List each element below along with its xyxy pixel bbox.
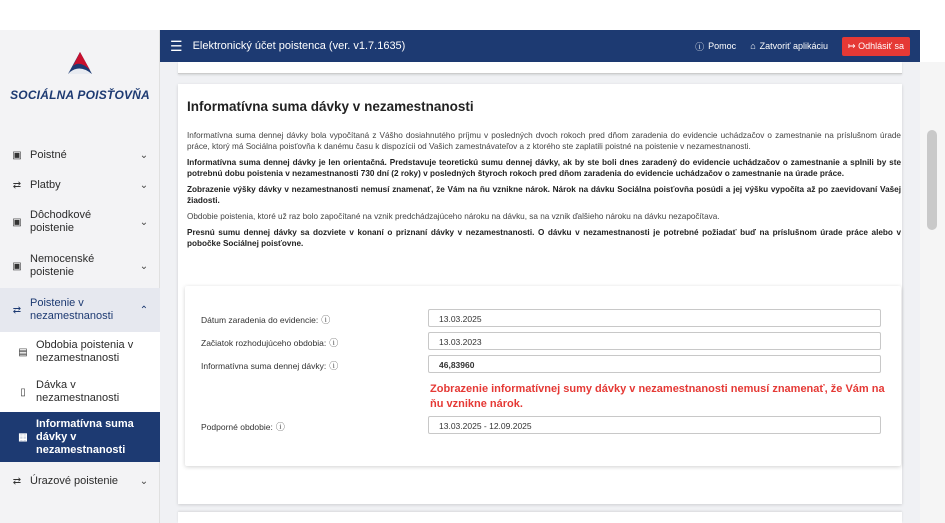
browser-top-strip (0, 0, 945, 30)
help-icon: ⓘ (695, 41, 705, 52)
logout-button[interactable]: ↦ Odhlásiť sa (842, 37, 910, 56)
swap-icon: ⇄ (12, 304, 22, 316)
calendar-icon: ▦ (18, 431, 28, 443)
document-icon: ▣ (12, 149, 22, 161)
sidebar-subitem-davka[interactable]: ▯ Dávka v nezamestnanosti (0, 372, 160, 412)
scrollbar-thumb[interactable] (927, 130, 937, 230)
next-card (178, 512, 902, 523)
paragraph: Informatívna suma dennej dávky je len orientačná. Predstavuje teoretickú sumu dennej dávky, ak by ste boli dnes zaradený do evidencie uchádzačov o zamestnanie a splnili by ste potrebnú dobu poistenia v nezamestnanosti 730 dní (2 roky) v posledných štyroch rokoch pred dňom zaradenia do evidencie uchádzačov o zamestnanie na úrade práce. (187, 158, 901, 178)
home-icon: ⌂ (750, 41, 756, 51)
swap-icon: ⇄ (12, 475, 22, 487)
paragraph: Obdobie poistenia, ktoré už raz bolo započítané na vznik predchádzajúceho nároku na dávku, sa na vznik ďalšieho nároku na dávku nezapočítava. (187, 212, 720, 221)
info-icon[interactable]: ⓘ (329, 338, 339, 348)
paragraph: Zobrazenie výšky dávky v nezamestnanosti nemusí znamenať, že Vám na ňu vznikne nárok. Nárok na dávku Sociálna poisťovňa posúdi a jej výšku vypočíta až po zaevidovaní Vašej žiadosti. (187, 185, 901, 205)
sidebar-item-poistne[interactable]: ▣ Poistné ⌄ (0, 140, 160, 170)
logo-icon (64, 50, 96, 78)
app-header (160, 30, 920, 62)
app-title: Elektronický účet poistenca (ver. v1.7.1635) (192, 40, 406, 52)
file-icon: ▯ (20, 386, 26, 398)
info-icon[interactable]: ⓘ (329, 361, 339, 371)
registration-date-field[interactable]: 13.03.2025 (428, 309, 881, 327)
close-app-link[interactable]: ⌂ Zatvoriť aplikáciu (750, 41, 829, 51)
support-period-field[interactable]: 13.03.2025 - 12.09.2025 (428, 416, 881, 434)
paragraph: Informatívna suma dennej dávky bola vypočítaná z Vášho dosiahnutého príjmu v posledných dvoch rokoch pred dňom zaradenia do evidencie uchádzačov o zamestnanie na príslušnom úrade práce, ktorý má Sociálna poisťovňa k danému času k dispozícii od Vašich zamestnávateľov a z ktorého ste zaplatili poistné na poistenie v nezamestnanosti. (187, 131, 901, 151)
support-period-row: Podporné obdobie: ⓘ 13.03.2025 - 12.09.2025 (185, 416, 901, 436)
sidebar-subitem-obdobia[interactable]: ▤ Obdobia poistenia v nezamestnanosti (0, 332, 160, 372)
logout-icon: ↦ (848, 40, 856, 51)
period-start-field[interactable]: 13.03.2023 (428, 332, 881, 350)
sidebar-subitem-informativna-suma[interactable]: ▦ Informatívna suma dávky v nezamestnanosti (0, 412, 160, 462)
chevron-down-icon: ⌄ (139, 179, 149, 191)
chevron-down-icon: ⌄ (139, 260, 149, 272)
daily-amount-field[interactable]: 46,83960 (428, 355, 881, 373)
page-title: Informatívna suma dávky v nezamestnanosti (187, 99, 474, 114)
daily-amount-row: Informatívna suma dennej dávky: ⓘ 46,83960 (185, 355, 901, 375)
info-text (187, 130, 901, 254)
chevron-down-icon: ⌄ (139, 149, 149, 161)
help-link[interactable]: ⓘ Pomoc (695, 41, 737, 52)
content-card (178, 84, 902, 504)
previous-card (178, 62, 902, 74)
chevron-down-icon: ⌄ (139, 475, 149, 487)
sidebar-item-platby[interactable]: ⇄ Platby ⌄ (0, 170, 160, 200)
sidebar-item-dochodkove[interactable]: ▣ Dôchodkové poistenie ⌄ (0, 200, 160, 244)
swap-icon: ⇄ (12, 179, 22, 191)
sidebar-item-nemocenske[interactable]: ▣ Nemocenské poistenie ⌄ (0, 244, 160, 288)
period-start-row: Začiatok rozhodujúceho obdobia: ⓘ 13.03.2023 (185, 332, 901, 352)
details-panel (185, 286, 901, 466)
chevron-up-icon: ⌃ (139, 304, 149, 316)
menu-icon[interactable]: ☰ (170, 37, 183, 54)
logo-text: SOCIÁLNA POISŤOVŇA (10, 88, 150, 102)
sidebar (0, 30, 160, 523)
logo[interactable] (0, 30, 159, 125)
info-icon[interactable]: ⓘ (321, 315, 331, 325)
warning-text: Zobrazenie informatívnej sumy dávky v nezamestnanosti nemusí znamenať, že Vám na ňu vznikne nárok. (430, 383, 885, 410)
sidebar-nav (0, 140, 160, 500)
document-icon: ▣ (12, 260, 22, 272)
document-icon: ▣ (12, 216, 22, 228)
paragraph: Presnú sumu dennej dávky sa dozviete v konaní o priznaní dávky v nezamestnanosti. O dávku v nezamestnanosti je potrebné požiadať buď na príslušnom úrade práce alebo v pobočke Sociálnej poisťovne. (187, 228, 901, 248)
sidebar-item-nezamestnanost[interactable]: ⇄ Poistenie v nezamestnanosti ⌃ (0, 288, 160, 332)
main-content (160, 62, 920, 523)
registration-date-row: Dátum zaradenia do evidencie: ⓘ 13.03.2025 (185, 309, 901, 329)
info-icon[interactable]: ⓘ (275, 422, 285, 432)
sidebar-item-urazove[interactable]: ⇄ Úrazové poistenie ⌄ (0, 462, 160, 500)
chevron-down-icon: ⌄ (139, 216, 149, 228)
id-card-icon: ▤ (18, 346, 28, 358)
